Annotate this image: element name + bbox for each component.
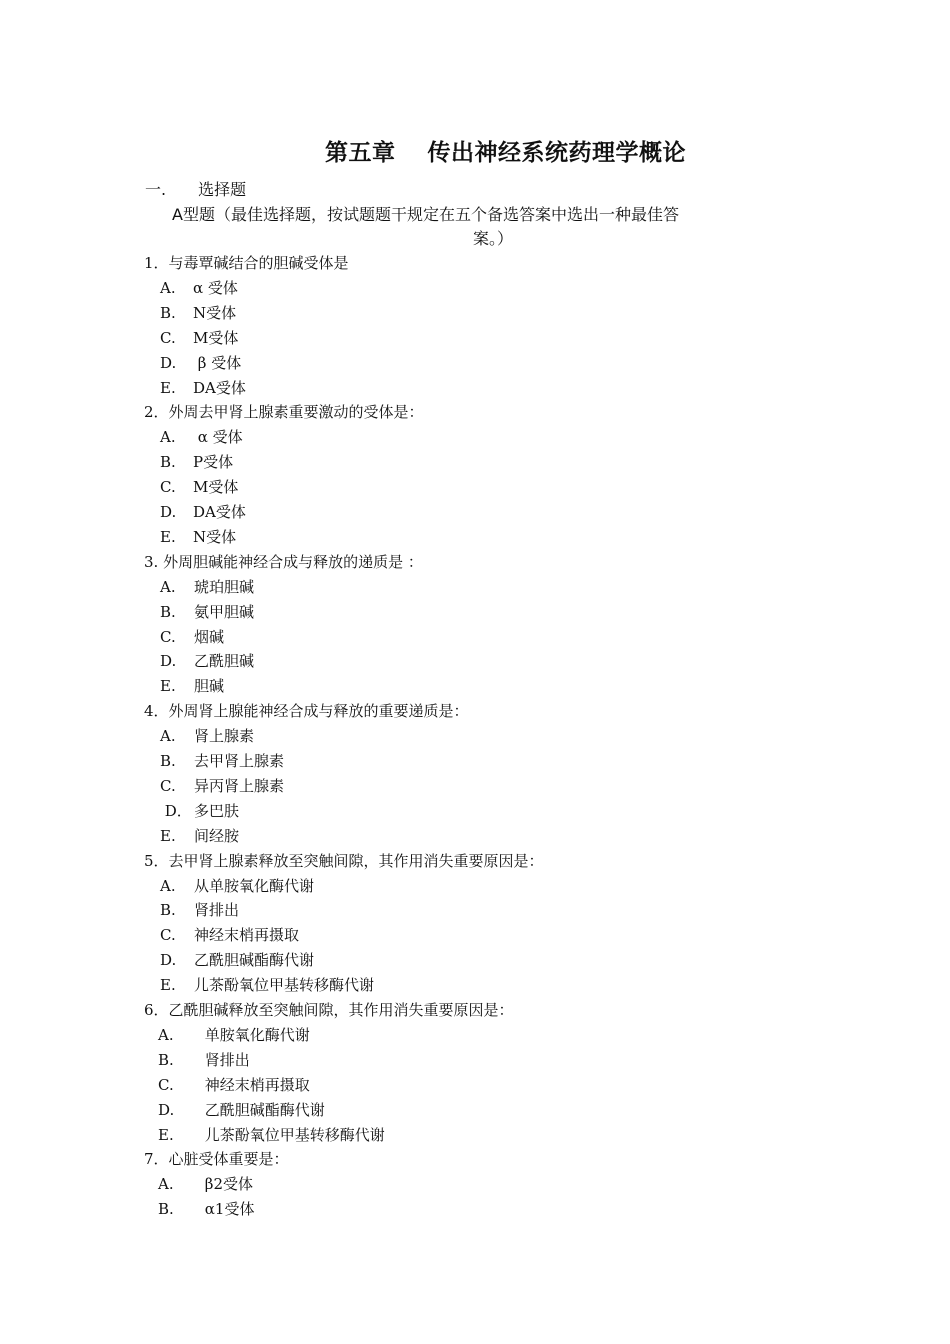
option-letter: C. [160, 926, 176, 945]
option-text: 异丙肾上腺素 [194, 776, 285, 795]
option-text: 多巴肤 [194, 801, 240, 820]
answer-option [160, 303, 236, 323]
answer-option [160, 378, 246, 398]
option-letter: E. [160, 378, 176, 397]
option-text: P受体 [193, 453, 234, 472]
option-letter: B. [160, 602, 176, 621]
option-letter: A. [160, 577, 176, 596]
option-text: DA受体 [193, 378, 246, 397]
answer-option [158, 1125, 385, 1145]
answer-option [160, 353, 241, 373]
option-letter: B. [158, 1050, 174, 1069]
option-text: DA受体 [193, 503, 246, 521]
answer-option [158, 1050, 250, 1070]
question-stem: 3. 外周胆碱能神经合成与释放的递质是 ： [144, 552, 423, 571]
option-text: 神经末梢再摄取 [200, 1075, 310, 1094]
option-text: 肾上腺素 [194, 727, 255, 746]
answer-option [160, 278, 238, 298]
answer-option [160, 527, 236, 547]
answer-option [160, 925, 299, 945]
answer-option [160, 801, 239, 821]
answer-option [160, 726, 254, 746]
answer-option [160, 602, 254, 622]
option-text: N受体 [193, 527, 237, 546]
question-stem: 5．去甲肾上腺素释放至突触间隙，其作用消失重要原因是： [144, 851, 544, 870]
option-letter: C. [160, 776, 176, 795]
option-text: M受体 [193, 478, 239, 497]
question-type-heading-line2: 案。） [472, 229, 513, 248]
option-letter: C. [160, 627, 176, 646]
question-type-heading [172, 203, 792, 251]
option-text: 间经胺 [194, 826, 240, 845]
option-letter: D. [160, 353, 177, 372]
question-stem: 7．心脏受体重要是： [144, 1150, 289, 1169]
answer-option [158, 1100, 325, 1120]
option-text: β 受体 [193, 353, 242, 372]
option-letter: A. [158, 1025, 174, 1044]
option-letter: E. [160, 677, 176, 696]
option-letter: B. [160, 901, 176, 920]
answer-option [160, 676, 224, 696]
answer-option [160, 502, 246, 522]
answer-option [160, 328, 238, 348]
option-text: 儿茶酚氧位甲基转移酶代谢 [194, 976, 375, 995]
answer-option [160, 627, 224, 647]
option-letter: A. [158, 1175, 174, 1194]
option-text: 肾排出 [200, 1050, 250, 1069]
option-text: 胆碱 [194, 677, 225, 696]
answer-option [160, 776, 284, 796]
answer-option [160, 900, 239, 920]
option-letter: C. [160, 478, 176, 497]
option-letter: A. [160, 278, 176, 297]
option-text: 儿茶酚氧位甲基转移酶代谢 [200, 1125, 385, 1144]
option-text: 肾排出 [194, 901, 240, 920]
option-letter: B. [160, 752, 176, 770]
option-letter: A. [160, 727, 176, 746]
section-heading: 一. 选择题 [145, 180, 247, 199]
option-text: α1受体 [200, 1200, 255, 1219]
option-letter: E. [160, 826, 176, 845]
question-stem: 4．外周肾上腺能神经合成与释放的重要递质是： [144, 702, 469, 721]
option-letter: A. [160, 876, 176, 895]
chapter-title: 第五章 传出神经系统药理学概论 [325, 140, 687, 166]
option-text: N受体 [193, 303, 237, 322]
option-text: 氨甲胆碱 [194, 602, 255, 621]
option-text: 烟碱 [194, 627, 225, 646]
question-stem: 1．与毒覃碱结合的胆碱受体是 [144, 254, 349, 272]
option-letter: D. [160, 652, 177, 671]
option-letter: E. [160, 976, 176, 995]
option-letter: B. [160, 303, 176, 322]
answer-option [160, 427, 243, 447]
answer-option [160, 577, 254, 597]
option-text: 乙酰胆碱酯酶代谢 [200, 1100, 325, 1119]
option-text: 琥珀胆碱 [194, 577, 255, 596]
option-letter: A. [160, 428, 176, 447]
answer-option [160, 975, 374, 995]
option-text: M受体 [193, 328, 239, 347]
option-letter: D. [160, 503, 177, 521]
question-stem: 2．外周去甲肾上腺素重要激动的受体是： [144, 403, 424, 422]
answer-option [158, 1075, 310, 1095]
option-text: 去甲肾上腺素 [194, 752, 285, 770]
answer-option [160, 950, 314, 970]
answer-option [160, 452, 233, 472]
answer-option [160, 477, 238, 497]
answer-option [158, 1199, 254, 1219]
answer-option [158, 1174, 253, 1194]
option-letter: E. [158, 1125, 174, 1144]
option-text: β2受体 [200, 1175, 253, 1194]
option-text: 乙酰胆碱酯酶代谢 [194, 951, 315, 970]
option-text: α 受体 [193, 428, 243, 447]
option-letter: B. [158, 1200, 174, 1219]
option-text: 神经末梢再摄取 [194, 926, 300, 945]
answer-option [160, 751, 284, 771]
answer-option [160, 826, 239, 846]
question-type-heading-line1: A型题（最佳选择题，按试题题干规定在五个备选答案中选出一种最佳答 [172, 205, 679, 224]
option-letter: B. [160, 453, 176, 472]
answer-option [160, 651, 254, 671]
option-letter: E. [160, 527, 176, 546]
option-text: 乙酰胆碱 [194, 652, 255, 671]
option-letter: D． [160, 801, 192, 820]
answer-option [158, 1025, 310, 1045]
answer-option [160, 876, 314, 896]
option-text: 从单胺氧化酶代谢 [194, 876, 315, 895]
option-letter: C. [160, 328, 176, 347]
option-letter: C. [158, 1075, 174, 1094]
option-letter: D. [158, 1100, 175, 1119]
question-stem: 6．乙酰胆碱释放至突触间隙，其作用消失重要原因是： [144, 1001, 514, 1019]
option-text: α 受体 [193, 278, 238, 297]
option-text: 单胺氧化酶代谢 [200, 1025, 310, 1044]
option-letter: D. [160, 951, 177, 970]
